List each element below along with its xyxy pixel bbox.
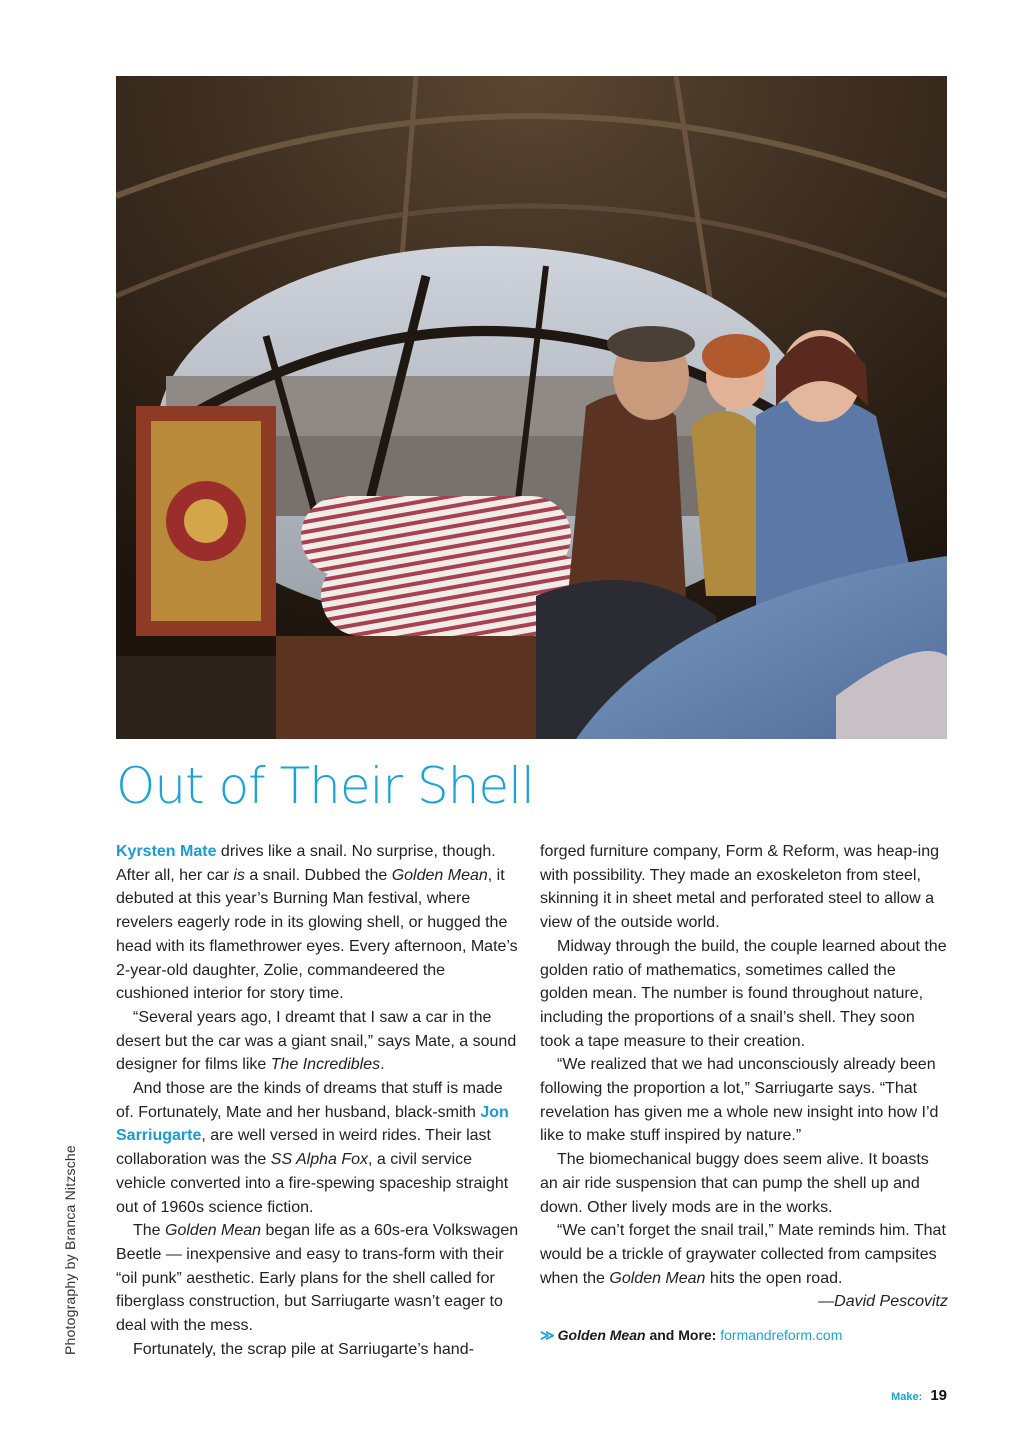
- article-title: Out of Their Shell: [116, 757, 534, 815]
- paragraph: Kyrsten Mate drives like a snail. No surprise, though. After all, her car is a snail. Dubbed the Golden Mean, it debuted at this year’s Burning Man festival, where revelers eagerly rode in its glowing shell, or hugged the head with its flamethrower eyes. Every afternoon, Mate’s 2-year-old daughter, Zolie, commandeered the cushioned interior for story time.: [116, 843, 518, 1003]
- paragraph: The Golden Mean began life as a 60s-era Volkswagen Beetle — inexpensive and easy to trans-form with their “oil punk” aesthetic. Early plans for the shell called for fiberglass construction, but Sarriugarte wasn’t eager to deal with the mess.: [116, 1222, 519, 1335]
- paragraph: Fortunately, the scrap pile at Sarriugarte’s hand-: [133, 1340, 474, 1358]
- more-info-line: ≫ Golden Mean and More: formandreform.com: [540, 1327, 843, 1343]
- page-number: 19: [930, 1387, 947, 1404]
- paragraph: And those are the kinds of dreams that stuff is made of. Fortunately, Mate and her husband, black-smith Jon Sarriugarte, are well versed in weird rides. Their last collaboration was the SS Alpha Fox, a civil service vehicle converted into a fire-spewing spaceship straight out of 1960s science fiction.: [116, 1080, 509, 1216]
- page-footer: [891, 1387, 947, 1404]
- snail-interior-illustration: [116, 76, 947, 739]
- paragraph: “Several years ago, I dreamt that I saw a car in the desert but the car was a giant snail,” says Mate, a sound designer for films like The Incredibles.: [116, 1008, 517, 1074]
- paragraph: forged furniture company, Form & Reform, was heap-ing with possibility. They made an exoskeleton from steel, skinning it in sheet metal and perforated steel to allow a view of the outside world.: [540, 843, 939, 932]
- double-chevron-icon: ≫: [540, 1327, 555, 1343]
- make-logo: Make:: [891, 1391, 923, 1403]
- paragraph: “We can’t forget the snail trail,” Mate reminds him. That would be a trickle of graywater collected from campsites when the Golden Mean hits the open road.: [540, 1222, 946, 1287]
- article-photo: [116, 76, 947, 739]
- person-name-highlight: Kyrsten Mate: [116, 843, 217, 860]
- byline-row: [540, 1290, 948, 1314]
- author-byline: —David Pescovitz: [818, 1293, 948, 1311]
- article-column-left: [116, 840, 520, 1361]
- website-link[interactable]: formandreform.com: [720, 1327, 843, 1343]
- paragraph: Midway through the build, the couple learned about the golden ratio of mathematics, sometimes called the golden mean. The number is found throughout nature, including the proportions of a snail’s shell. They soon took a tape measure to their creation.: [540, 937, 947, 1050]
- person-name-highlight: Jon Sarriugarte: [116, 1103, 509, 1145]
- paragraph: “We realized that we had unconsciously already been following the proportion a lot,” Sarriugarte says. “That revelation has given me a whole new insight into how I’d like to make stuff inspired by nature.”: [540, 1056, 939, 1145]
- article-column-right: [540, 840, 948, 1314]
- photo-credit: Photography by Branca Nitzsche: [62, 1145, 78, 1355]
- paragraph: The biomechanical buggy does seem alive. It boasts an air ride suspension that can pump the shell up and down. Other lively mods are in the works.: [540, 1151, 929, 1216]
